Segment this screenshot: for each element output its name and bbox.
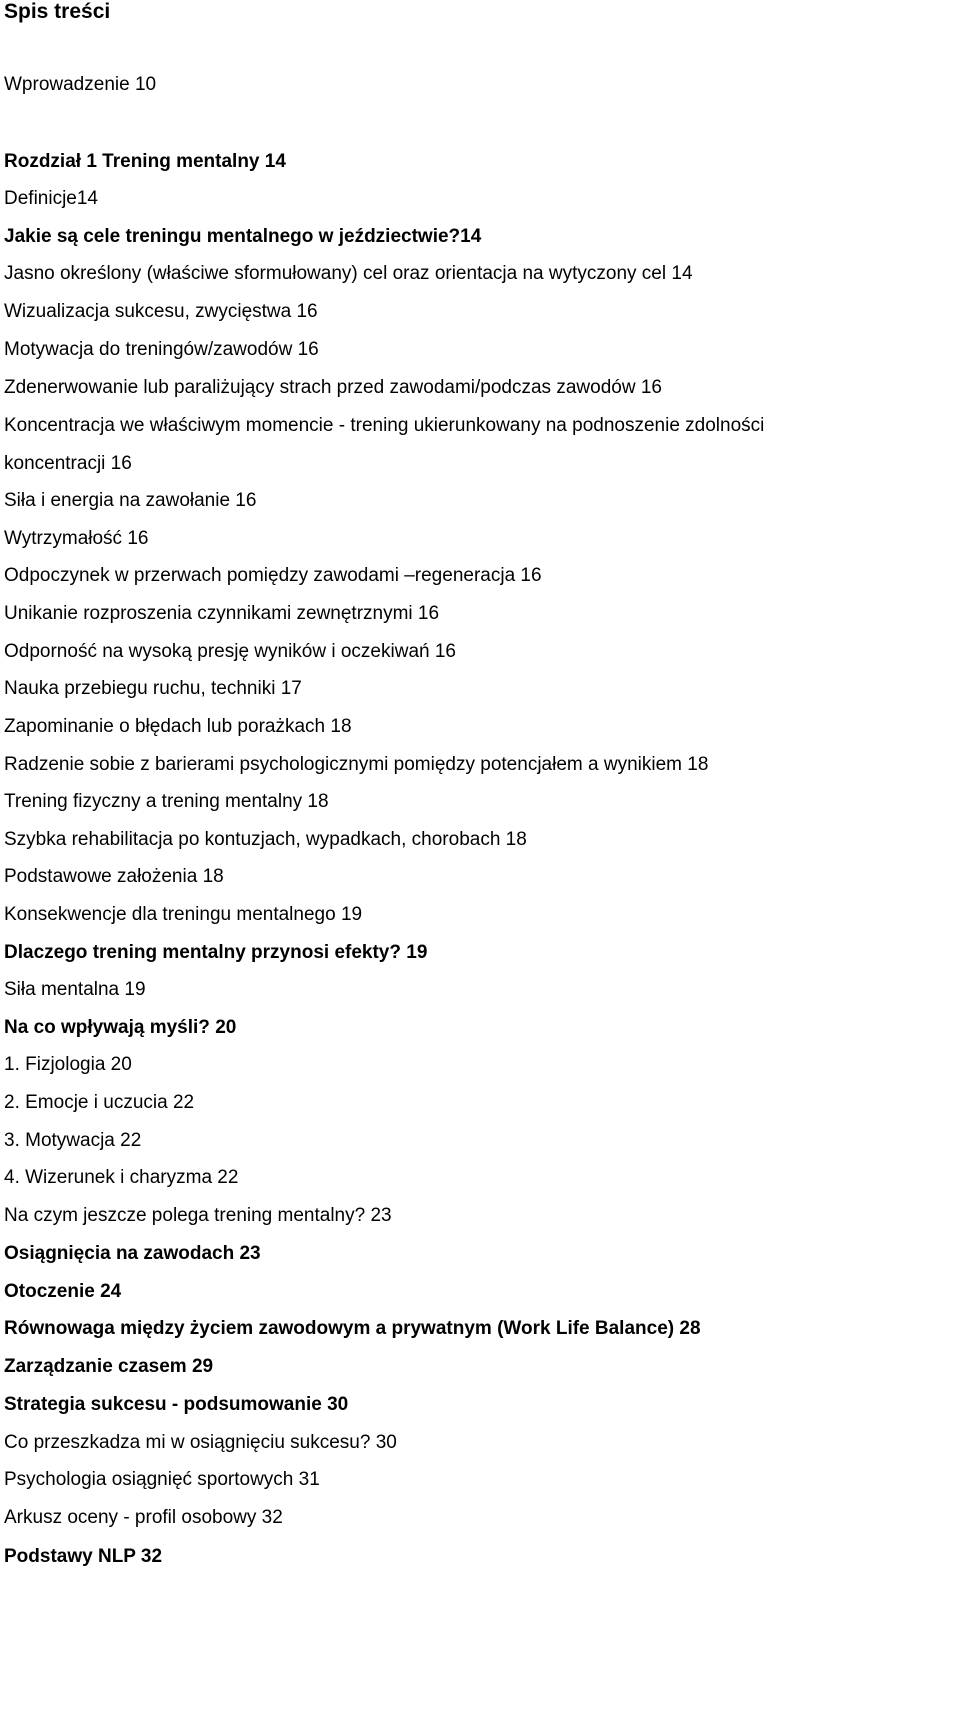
toc-entry: 3. Motywacja 22 bbox=[4, 1130, 142, 1151]
toc-entry: Wprowadzenie 10 bbox=[4, 74, 157, 95]
toc-entry: Arkusz oceny - profil osobowy 32 bbox=[4, 1507, 283, 1528]
toc-entry: Podstawowe założenia 18 bbox=[4, 866, 224, 887]
toc-entry: Koncentracja we właściwym momencie - trening ukierunkowany na podnoszenie zdolności bbox=[4, 415, 765, 436]
toc-entry: Jakie są cele treningu mentalnego w jeździectwie?14 bbox=[4, 226, 482, 247]
toc-entry: Rozdział 1 Trening mentalny 14 bbox=[4, 151, 286, 172]
toc-entry: Motywacja do treningów/zawodów 16 bbox=[4, 339, 319, 360]
toc-entry: Trening fizyczny a trening mentalny 18 bbox=[4, 791, 329, 812]
toc-entry: koncentracji 16 bbox=[4, 453, 132, 474]
toc-entry: Odporność na wysoką presję wyników i oczekiwań 16 bbox=[4, 641, 456, 662]
toc-entry: Jasno określony (właściwe sformułowany) cel oraz orientacja na wytyczony cel 14 bbox=[4, 263, 693, 284]
toc-entry: Dlaczego trening mentalny przynosi efekty? 19 bbox=[4, 942, 428, 963]
toc-entry: Siła mentalna 19 bbox=[4, 979, 146, 1000]
toc-entry: Wytrzymałość 16 bbox=[4, 528, 149, 549]
toc-entry: Podstawy NLP 32 bbox=[4, 1546, 163, 1567]
toc-entry: 4. Wizerunek i charyzma 22 bbox=[4, 1167, 239, 1188]
toc-entry: Otoczenie 24 bbox=[4, 1281, 122, 1302]
toc-entry: Co przeszkadza mi w osiągnięciu sukcesu? 30 bbox=[4, 1432, 397, 1453]
toc-entry: Na czym jeszcze polega trening mentalny? 23 bbox=[4, 1205, 392, 1226]
toc-entry: Strategia sukcesu - podsumowanie 30 bbox=[4, 1394, 349, 1415]
toc-entry: Osiągnięcia na zawodach 23 bbox=[4, 1243, 261, 1264]
toc-entry: 1. Fizjologia 20 bbox=[4, 1054, 132, 1075]
toc-entry: Odpoczynek w przerwach pomiędzy zawodami –regeneracja 16 bbox=[4, 565, 542, 586]
toc-entry: Siła i energia na zawołanie 16 bbox=[4, 490, 257, 511]
toc-entry: Równowaga między życiem zawodowym a prywatnym (Work Life Balance) 28 bbox=[4, 1318, 701, 1339]
toc-entry: Zapominanie o błędach lub porażkach 18 bbox=[4, 716, 352, 737]
toc-entry: Radzenie sobie z barierami psychologicznymi pomiędzy potencjałem a wynikiem 18 bbox=[4, 754, 709, 775]
toc-entry: Definicje14 bbox=[4, 188, 98, 209]
toc-entry: Unikanie rozproszenia czynnikami zewnętrznymi 16 bbox=[4, 603, 440, 624]
toc-entry: Szybka rehabilitacja po kontuzjach, wypadkach, chorobach 18 bbox=[4, 829, 527, 850]
toc-entry: Zarządzanie czasem 29 bbox=[4, 1356, 214, 1377]
toc-entry: Na co wpływają myśli? 20 bbox=[4, 1017, 237, 1038]
toc-entry: Zdenerwowanie lub paraliżujący strach przed zawodami/podczas zawodów 16 bbox=[4, 377, 662, 398]
toc-entry: 2. Emocje i uczucia 22 bbox=[4, 1092, 195, 1113]
toc-entry: Nauka przebiegu ruchu, techniki 17 bbox=[4, 678, 302, 699]
toc-entry: Konsekwencje dla treningu mentalnego 19 bbox=[4, 904, 363, 925]
page-title: Spis treści bbox=[4, 0, 111, 23]
toc-entry: Wizualizacja sukcesu, zwycięstwa 16 bbox=[4, 301, 318, 322]
toc-entry: Psychologia osiągnięć sportowych 31 bbox=[4, 1469, 320, 1490]
